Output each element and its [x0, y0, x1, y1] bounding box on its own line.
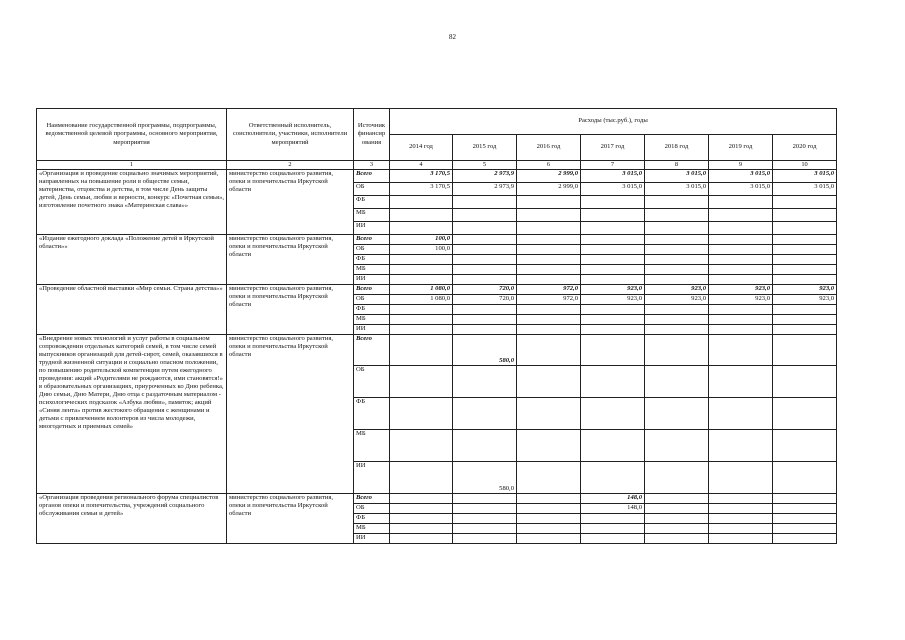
value-cell: 148,0 — [581, 503, 645, 513]
value-cell: 972,0 — [517, 284, 581, 294]
value-cell: 3 015,0 — [773, 182, 837, 195]
header-name: Наименование государственной программы, подпрограммы, ведомственной целевой программы, основного мероприятия, мероприятия — [37, 109, 227, 161]
column-number: 5 — [453, 161, 517, 170]
activity-name: «Проведение областной выставки «Мир семьи. Страна детства»» — [37, 284, 227, 334]
value-cell: 720,0 — [453, 294, 517, 304]
table-row — [37, 493, 837, 503]
column-number: 4 — [390, 161, 453, 170]
value-cell: 923,0 — [581, 284, 645, 294]
source-ob: ОБ — [354, 182, 390, 195]
value-cell: 2 999,0 — [517, 169, 581, 182]
value-cell: 923,0 — [645, 294, 709, 304]
source-total: Всего — [354, 493, 390, 503]
source-ii: ИИ — [354, 274, 390, 284]
source-ob: ОБ — [354, 503, 390, 513]
source-mb: МБ — [354, 314, 390, 324]
value-cell: 923,0 — [773, 294, 837, 304]
header-year: 2017 год — [581, 135, 645, 161]
value-cell: 3 170,5 — [390, 182, 453, 195]
source-mb: МБ — [354, 208, 390, 221]
value-cell: 3 015,0 — [709, 169, 773, 182]
value-cell: 100,0 — [390, 234, 453, 244]
column-number: 10 — [773, 161, 837, 170]
column-number: 7 — [581, 161, 645, 170]
executor: министерство социального развития, опеки и попечительства Иркутской области — [227, 493, 354, 543]
header-year: 2020 год — [773, 135, 837, 161]
activity-name: «Издание ежегодного доклада «Положение детей в Иркутской области»» — [37, 234, 227, 284]
value-cell: 2 973,9 — [453, 169, 517, 182]
executor: министерство социального развития, опеки и попечительства Иркутской области — [227, 284, 354, 334]
source-mb: МБ — [354, 429, 390, 461]
table-row — [37, 169, 837, 182]
header-year: 2018 год — [645, 135, 709, 161]
header-year: 2015 год — [453, 135, 517, 161]
source-total: Всего — [354, 234, 390, 244]
value-cell: 580,0 — [453, 334, 517, 365]
value-cell: 923,0 — [773, 284, 837, 294]
value-cell: 3 015,0 — [645, 182, 709, 195]
value-cell: 1 080,0 — [390, 284, 453, 294]
header-source: Источник финансир ования — [354, 109, 390, 161]
value-cell: 923,0 — [581, 294, 645, 304]
table-row — [37, 234, 837, 244]
value-cell: 3 015,0 — [773, 169, 837, 182]
activity-name: «Внедрение новых технологий и услуг работы в социальном сопровождении отдельных категорий семей, в том числе семей выпускников организаций для детей-сирот, семей, оказавшихся в трудной жизненной ситуации и социально опасном положении, по повышению родительской компетенции путем ежегодного проведения: акций «Родителями не рождаются, ими становятся!» в образовательных организациях, приуроченных ко Дню ребенка, Дню семьи, Дню Матери, Дню отца с раздаточным материалом - психологических подсказок «Азбука любви», памяток; акций «Синяя лента» против жестокого обращения с женщинами и детьми с привлечением волонтеров из числа молодежи, многодетных и приемных семей» — [37, 334, 227, 493]
source-fb: ФБ — [354, 513, 390, 523]
source-fb: ФБ — [354, 397, 390, 429]
source-total: Всего — [354, 334, 390, 365]
header-year: 2014 год — [390, 135, 453, 161]
source-fb: ФБ — [354, 195, 390, 208]
executor: министерство социального развития, опеки и попечительства Иркутской области — [227, 234, 354, 284]
source-ii: ИИ — [354, 324, 390, 334]
value-cell: 3 015,0 — [581, 169, 645, 182]
executor: министерство социального развития, опеки и попечительства Иркутской области — [227, 334, 354, 493]
column-number: 1 — [37, 161, 227, 170]
expenses-table — [36, 108, 837, 544]
value-cell: 3 015,0 — [645, 169, 709, 182]
activity-name: «Организация и проведение социально значимых мероприятий, направленных на повышение роли в обществе семьи, материнства, отцовства и детства, в том числе День защиты детей, День семьи, любви и верности, конкурс «Почетная семья», изготовление почетного знака «Материнская слава»» — [37, 169, 227, 234]
value-cell: 100,0 — [390, 244, 453, 254]
header-year: 2016 год — [517, 135, 581, 161]
executor: министерство социального развития, опеки и попечительства Иркутской области — [227, 169, 354, 234]
source-mb: МБ — [354, 264, 390, 274]
source-ob: ОБ — [354, 244, 390, 254]
value-cell: 3 015,0 — [581, 182, 645, 195]
value-cell: 923,0 — [709, 284, 773, 294]
source-total: Всего — [354, 169, 390, 182]
value-cell: 972,0 — [517, 294, 581, 304]
activity-name: «Организация проведения регионального форума специалистов органов опеки и попечительства, учреждений социального обслуживания семьи и детей» — [37, 493, 227, 543]
column-number: 9 — [709, 161, 773, 170]
source-ob: ОБ — [354, 365, 390, 397]
header-expenses: Расходы (тыс.руб.), годы — [390, 109, 837, 135]
table-row — [37, 334, 837, 365]
column-number: 2 — [227, 161, 354, 170]
value-cell: 720,0 — [453, 284, 517, 294]
column-number: 6 — [517, 161, 581, 170]
value-cell: 2 973,9 — [453, 182, 517, 195]
value-cell: 923,0 — [645, 284, 709, 294]
value-cell: 2 999,0 — [517, 182, 581, 195]
source-fb: ФБ — [354, 254, 390, 264]
source-ob: ОБ — [354, 294, 390, 304]
header-year: 2019 год — [709, 135, 773, 161]
value-cell: 923,0 — [709, 294, 773, 304]
column-number: 8 — [645, 161, 709, 170]
source-ii: ИИ — [354, 461, 390, 493]
source-fb: ФБ — [354, 304, 390, 314]
value-cell: 580,0 — [453, 461, 517, 493]
page-number: 82 — [449, 33, 456, 41]
value-cell: 3 170,5 — [390, 169, 453, 182]
value-cell: 148,0 — [581, 493, 645, 503]
header-executor: Ответственный исполнитель, соисполнители, участники, исполнители мероприятий — [227, 109, 354, 161]
value-cell: 1 080,0 — [390, 294, 453, 304]
source-ii: ИИ — [354, 221, 390, 234]
source-ii: ИИ — [354, 533, 390, 543]
source-total: Всего — [354, 284, 390, 294]
source-mb: МБ — [354, 523, 390, 533]
table-row — [37, 284, 837, 294]
value-cell: 3 015,0 — [709, 182, 773, 195]
column-number: 3 — [354, 161, 390, 170]
